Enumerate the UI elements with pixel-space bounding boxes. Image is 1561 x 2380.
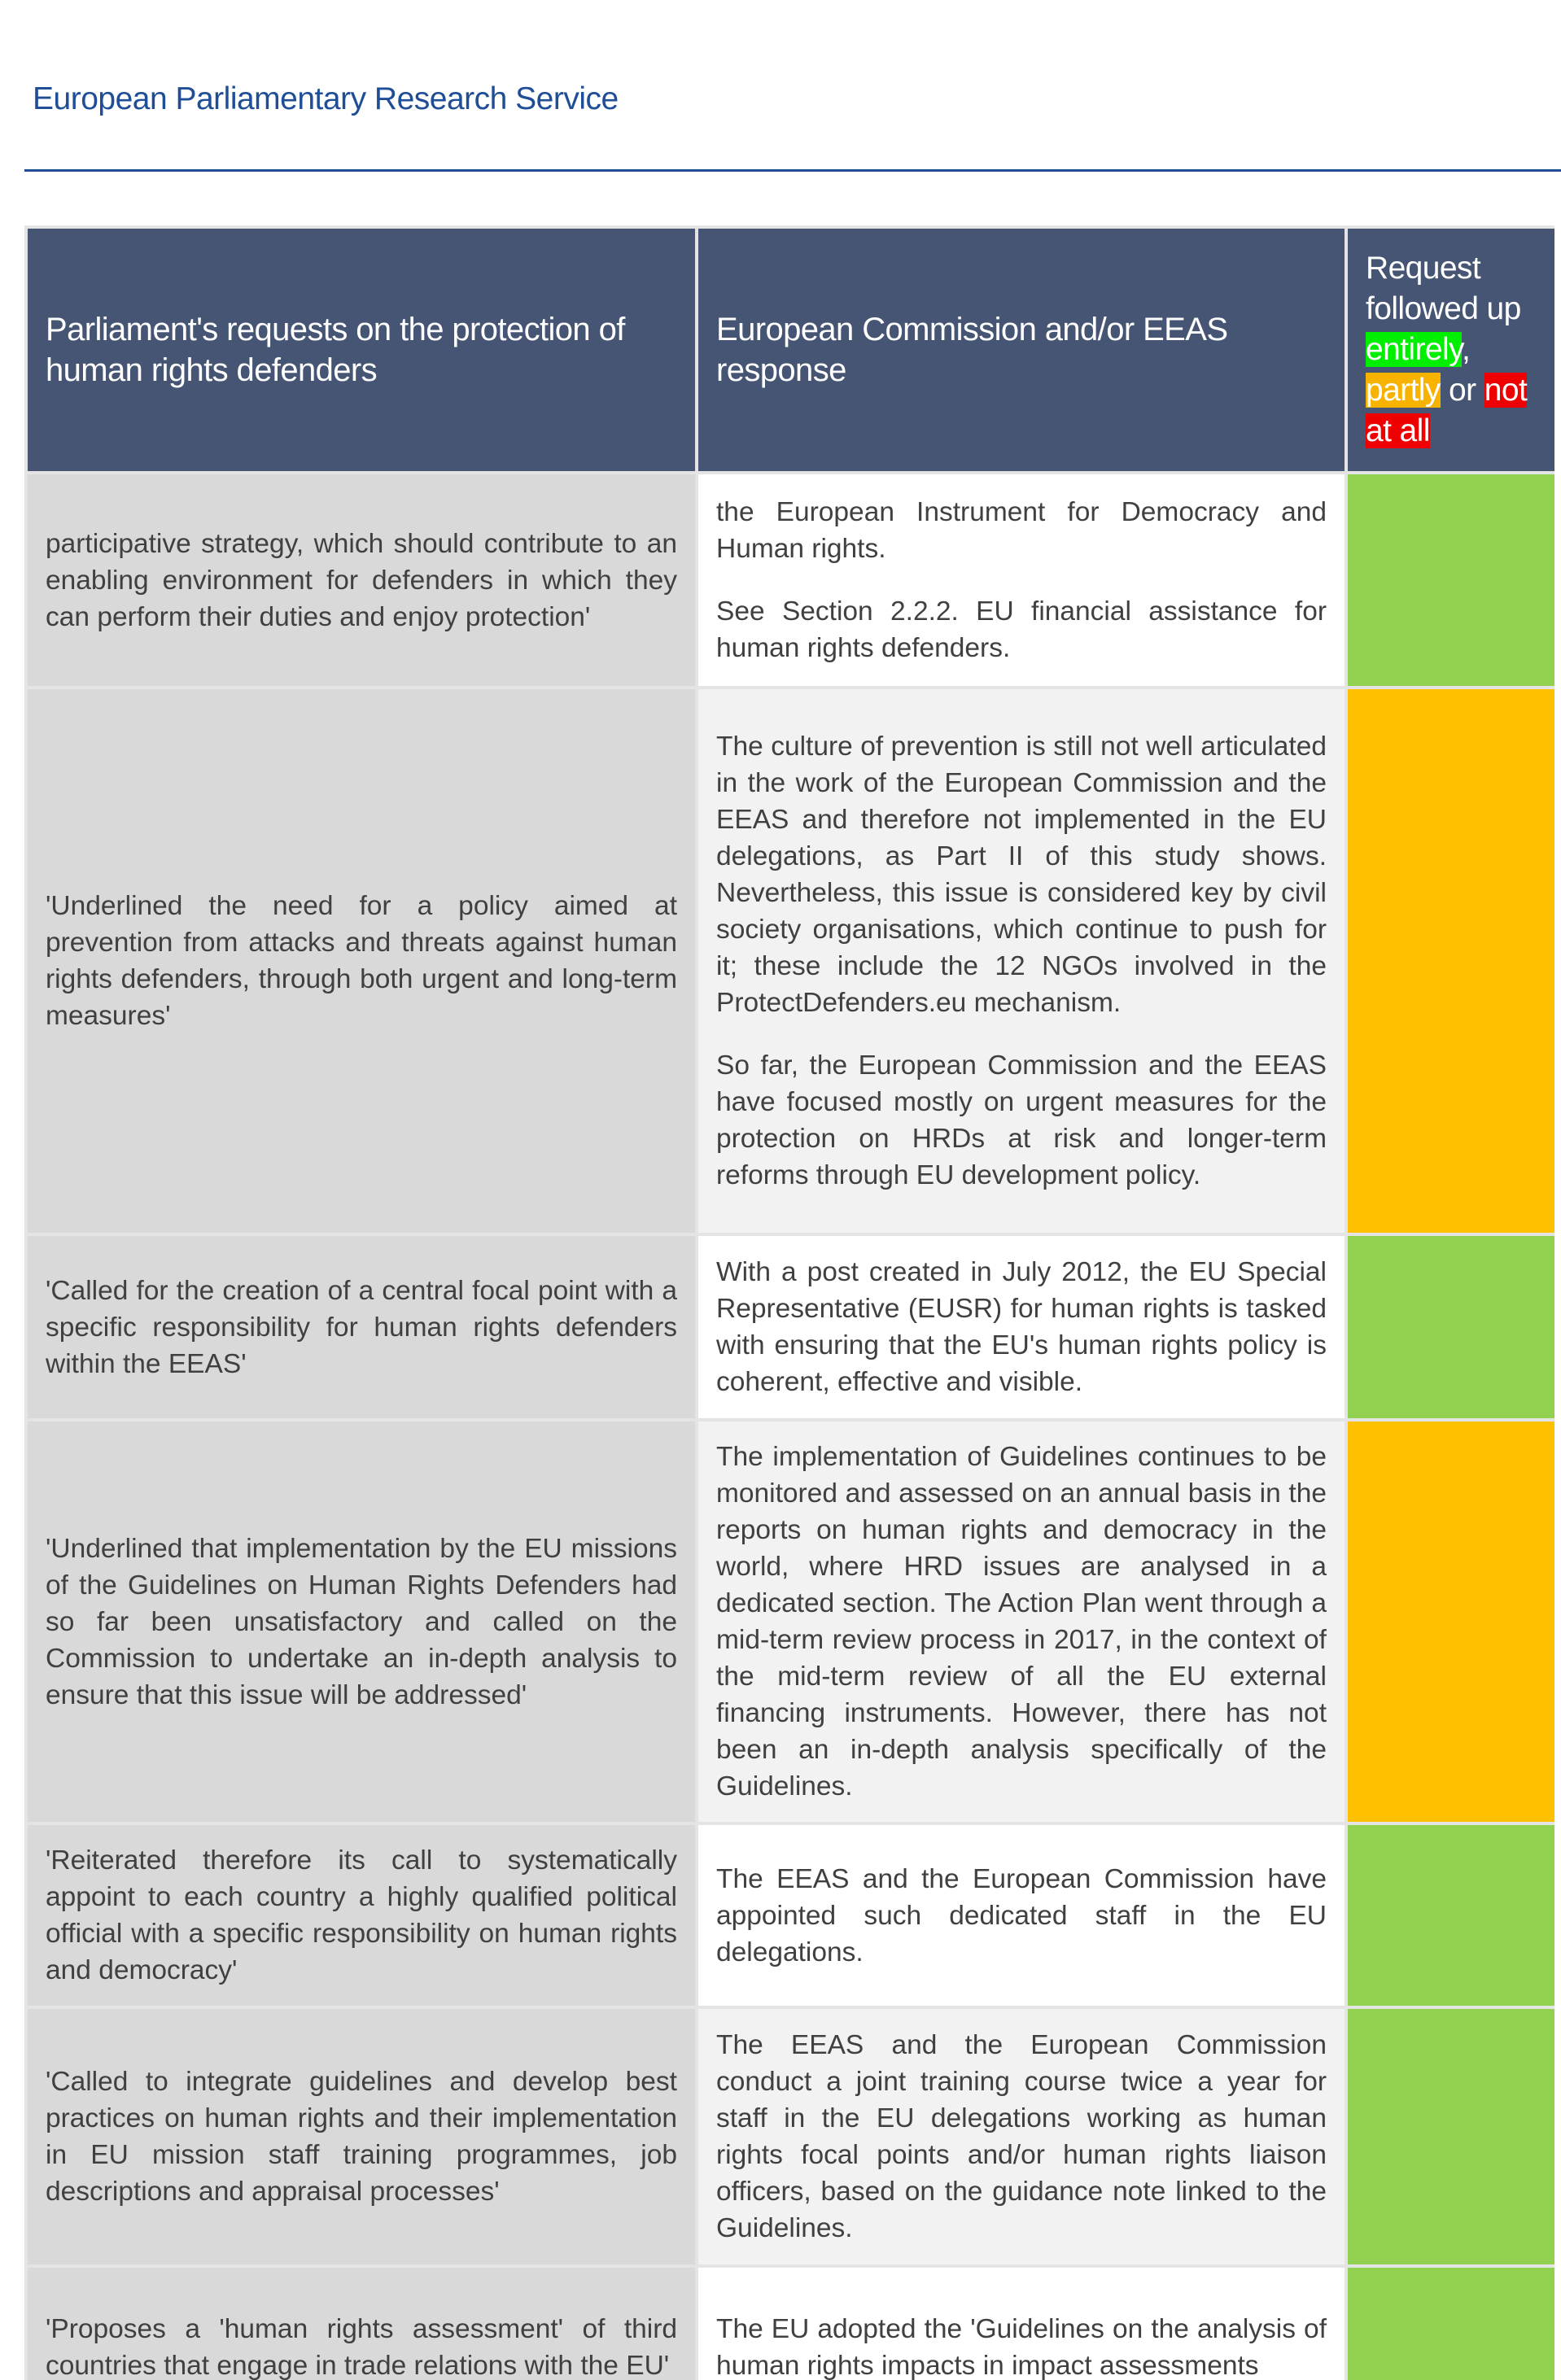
table-row: [26, 2266, 1554, 2380]
request-cell: 'Proposes a 'human rights assessment' of third countries that engage in trade relations with the EU': [26, 2266, 697, 2380]
requests-table: [24, 225, 1554, 2380]
response-paragraph: So far, the European Commission and the EEAS have focused mostly on urgent measures for the protection on HRDs at risk and longer-term reforms through EU development policy.: [716, 1050, 1327, 1190]
table-row: [26, 1420, 1554, 1823]
response-paragraph: the European Instrument for Democracy and Human rights.: [716, 497, 1327, 564]
request-cell: 'Reiterated therefore its call to systematically appoint to each country a highly qualified political official with a specific responsibility on human rights and democracy': [26, 1823, 697, 2007]
header-divider: [24, 169, 1561, 172]
response-paragraph: The EU adopted the 'Guidelines on the analysis of human rights impacts in impact assessments: [716, 2314, 1327, 2380]
table-header-row: [26, 227, 1554, 473]
status-prefix: Request followed up: [1366, 251, 1521, 326]
table-row: [26, 1234, 1554, 1420]
request-cell: 'Called to integrate guidelines and develop best practices on human rights and their implementation in EU mission staff training programmes, job descriptions and appraisal processes': [26, 2007, 697, 2266]
response-paragraph: With a post created in July 2012, the EU Special Representative (EUSR) for human rights is tasked with ensuring that the EU's human rights policy is coherent, effective and visible.: [716, 1257, 1327, 1397]
response-paragraph: The culture of prevention is still not well articulated in the work of the European Commission and the EEAS and therefore not implemented in the EU delegations, as Part II of this study shows. Nevertheless, this issue is considered key by civil society organisations, which continue to push for it; these include the 12 NGOs involved in the ProtectDefenders.eu mechanism.: [716, 731, 1327, 1018]
status-or: or: [1449, 373, 1476, 408]
status-legend-not-at-all: not at all: [1366, 373, 1528, 448]
requests-table-container: [24, 225, 1554, 2380]
table-row: [26, 2007, 1554, 2266]
status-entirely-cell: [1346, 1234, 1554, 1420]
response-cell: [697, 1823, 1346, 2007]
request-cell: 'Underlined that implementation by the EU missions of the Guidelines on Human Rights Defenders had so far been unsatisfactory and called on the Commission to undertake an in-depth analysis to ensure that this issue will be addressed': [26, 1420, 697, 1823]
header-status: [1346, 227, 1554, 473]
header-response: European Commission and/or EEAS response: [697, 227, 1346, 473]
response-paragraph: See Section 2.2.2. EU financial assistance for human rights defenders.: [716, 596, 1327, 663]
response-cell: [697, 1234, 1346, 1420]
response-paragraph: The EEAS and the European Commission conduct a joint training course twice a year for staff in the EU delegations working as human rights focal points and/or human rights liaison officers, based on the guidance note linked to the Guidelines.: [716, 2030, 1327, 2243]
table-row: [26, 688, 1554, 1234]
request-cell: 'Called for the creation of a central focal point with a specific responsibility for human rights defenders within the EEAS': [26, 1234, 697, 1420]
response-cell: [697, 2007, 1346, 2266]
request-cell: participative strategy, which should contribute to an enabling environment for defenders in which they can perform their duties and enjoy protection': [26, 473, 697, 688]
request-cell: 'Underlined the need for a policy aimed at prevention from attacks and threats against human rights defenders, through both urgent and long-term measures': [26, 688, 697, 1234]
status-entirely-cell: [1346, 473, 1554, 688]
status-entirely-cell: [1346, 2266, 1554, 2380]
status-legend-partly: partly: [1366, 373, 1441, 408]
status-partly-cell: [1346, 1420, 1554, 1823]
response-paragraph: The EEAS and the European Commission have appointed such dedicated staff in the EU delegations.: [716, 1863, 1327, 1967]
table-row: [26, 473, 1554, 688]
status-partly-cell: [1346, 688, 1554, 1234]
status-entirely-cell: [1346, 2007, 1554, 2266]
publisher-title: European Parliamentary Research Service: [33, 81, 619, 116]
status-entirely-cell: [1346, 1823, 1554, 2007]
status-legend-entirely: entirely: [1366, 332, 1463, 367]
table-row: [26, 1823, 1554, 2007]
response-paragraph: The implementation of Guidelines continues to be monitored and assessed on an annual basis in the reports on human rights and democracy in the world, where HRD issues are analysed in a dedicated section. The Action Plan went through a mid-term review process in 2017, in the context of the mid-term review of all the EU external financing instruments. However, there has not been an in-depth analysis specifically of the Guidelines.: [716, 1442, 1327, 1801]
status-comma: ,: [1462, 332, 1471, 367]
response-cell: [697, 2266, 1346, 2380]
response-cell: [697, 473, 1346, 688]
response-cell: [697, 688, 1346, 1234]
header-requests: Parliament's requests on the protection of human rights defenders: [26, 227, 697, 473]
response-cell: [697, 1420, 1346, 1823]
